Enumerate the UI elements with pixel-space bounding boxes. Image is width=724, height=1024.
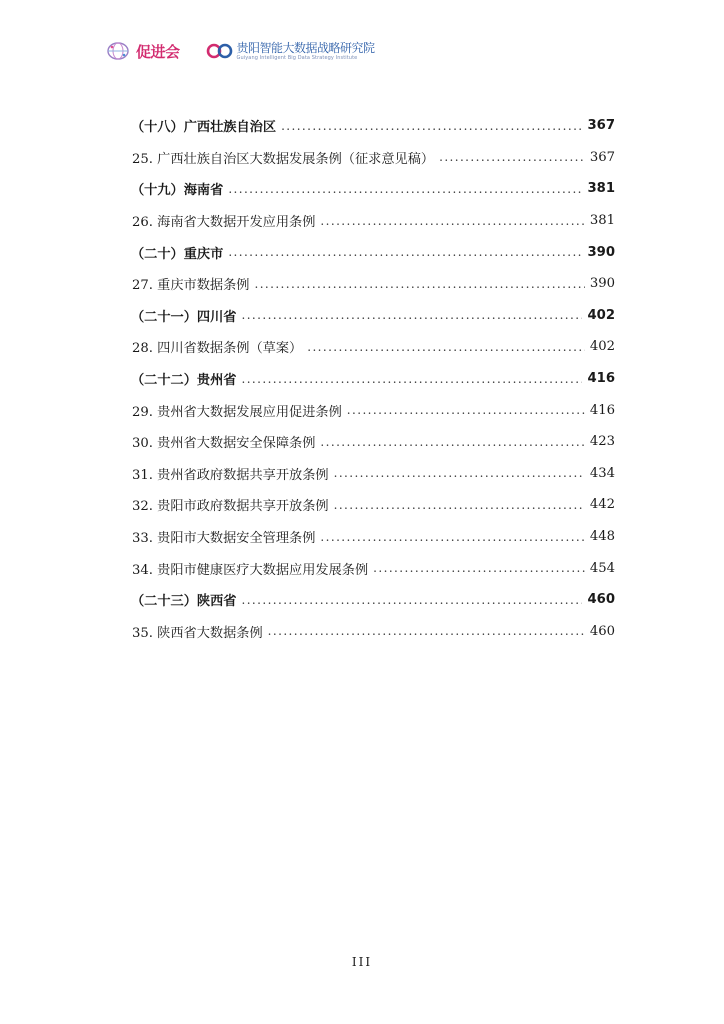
toc-entry-row[interactable]: [131, 552, 615, 584]
toc-title: 28. 四川省数据条例（草案）: [132, 341, 303, 357]
toc-page-number: 460: [589, 623, 615, 639]
toc-entry-row[interactable]: [131, 268, 615, 300]
toc-leader-dots: [373, 561, 585, 575]
toc-page-number: 390: [587, 244, 615, 260]
toc-leader-dots: [268, 624, 585, 638]
promotion-association-logo: [106, 41, 180, 62]
toc-page-number: 367: [589, 149, 615, 165]
toc-title: （十八）广西壮族自治区: [131, 120, 277, 136]
toc-entry-row[interactable]: [131, 521, 615, 553]
toc-entry-row[interactable]: [131, 489, 615, 521]
toc-page-number: 367: [587, 118, 615, 134]
toc-page-number: 416: [587, 371, 615, 387]
logo2-english-name: Guiyang Intelligent Big Data Strategy Institute: [236, 54, 358, 61]
toc-entry-row[interactable]: [131, 331, 615, 363]
toc-title: 25. 广西壮族自治区大数据发展条例（征求意见稿）: [132, 151, 435, 167]
toc-leader-dots: [347, 403, 585, 417]
toc-leader-dots: [320, 435, 584, 449]
toc-title: 35. 陕西省大数据条例: [132, 625, 263, 641]
toc-title: （二十一）四川省: [131, 309, 237, 325]
toc-page-number: 448: [589, 529, 615, 545]
toc-entry-row[interactable]: [131, 616, 615, 648]
toc-page-number: 423: [589, 434, 615, 450]
toc-title: （二十二）贵州省: [131, 373, 237, 389]
toc-leader-dots: [439, 150, 585, 164]
toc-title: 34. 贵阳市健康医疗大数据应用发展条例: [132, 562, 369, 578]
toc-title: 30. 贵州省大数据安全保障条例: [132, 436, 316, 452]
toc-leader-dots: [254, 277, 584, 291]
toc-page-number: 390: [589, 276, 615, 292]
toc-page-number: 402: [587, 307, 615, 323]
toc-leader-dots: [242, 308, 583, 322]
toc-title: 27. 重庆市数据条例: [132, 278, 250, 294]
table-of-contents: [131, 110, 615, 647]
toc-page-number: 460: [587, 592, 615, 608]
toc-leader-dots: [307, 340, 585, 354]
logo2-chinese-name: 贵阳智能大数据战略研究院: [236, 40, 375, 55]
toc-page-number: 442: [589, 497, 615, 513]
toc-section-row[interactable]: [131, 110, 615, 142]
toc-entry-row[interactable]: [131, 394, 615, 426]
toc-section-row[interactable]: [131, 363, 615, 395]
toc-section-row[interactable]: [131, 584, 615, 616]
research-institute-logo: [206, 42, 375, 61]
toc-section-row[interactable]: [131, 300, 615, 332]
toc-title: 26. 海南省大数据开发应用条例: [132, 215, 316, 231]
toc-title: 31. 贵州省政府数据共享开放条例: [132, 467, 329, 483]
toc-title: 29. 贵州省大数据发展应用促进条例: [132, 404, 342, 420]
toc-leader-dots: [242, 372, 583, 386]
toc-leader-dots: [320, 214, 584, 228]
toc-title: （十九）海南省: [131, 183, 224, 199]
toc-leader-dots: [242, 593, 583, 607]
toc-title: （二十三）陕西省: [131, 594, 237, 610]
toc-page-number: 381: [587, 181, 615, 197]
toc-leader-dots: [334, 498, 585, 512]
toc-entry-row[interactable]: [131, 426, 615, 458]
toc-entry-row[interactable]: [131, 142, 615, 174]
toc-page-number: 416: [589, 402, 615, 418]
globe-logo-icon: [106, 41, 130, 61]
toc-leader-dots: [228, 182, 582, 196]
toc-section-row[interactable]: [131, 173, 615, 205]
toc-page-number: 381: [589, 213, 615, 229]
toc-page-number: 454: [589, 560, 615, 576]
toc-page-number: 402: [589, 339, 615, 355]
toc-entry-row[interactable]: [131, 458, 615, 490]
toc-leader-dots: [228, 245, 582, 259]
logo1-text: 促进会: [136, 42, 180, 61]
toc-title: 33. 贵阳市大数据安全管理条例: [132, 531, 316, 547]
toc-title: 32. 贵阳市政府数据共享开放条例: [132, 499, 329, 515]
gs-logo-icon: [206, 43, 234, 59]
toc-leader-dots: [320, 530, 584, 544]
page-header: [106, 38, 375, 64]
page-number: III: [351, 955, 373, 969]
toc-entry-row[interactable]: [131, 205, 615, 237]
toc-title: （二十）重庆市: [131, 246, 224, 262]
toc-leader-dots: [281, 119, 582, 133]
toc-page-number: 434: [589, 465, 615, 481]
toc-leader-dots: [334, 466, 585, 480]
toc-section-row[interactable]: [131, 236, 615, 268]
